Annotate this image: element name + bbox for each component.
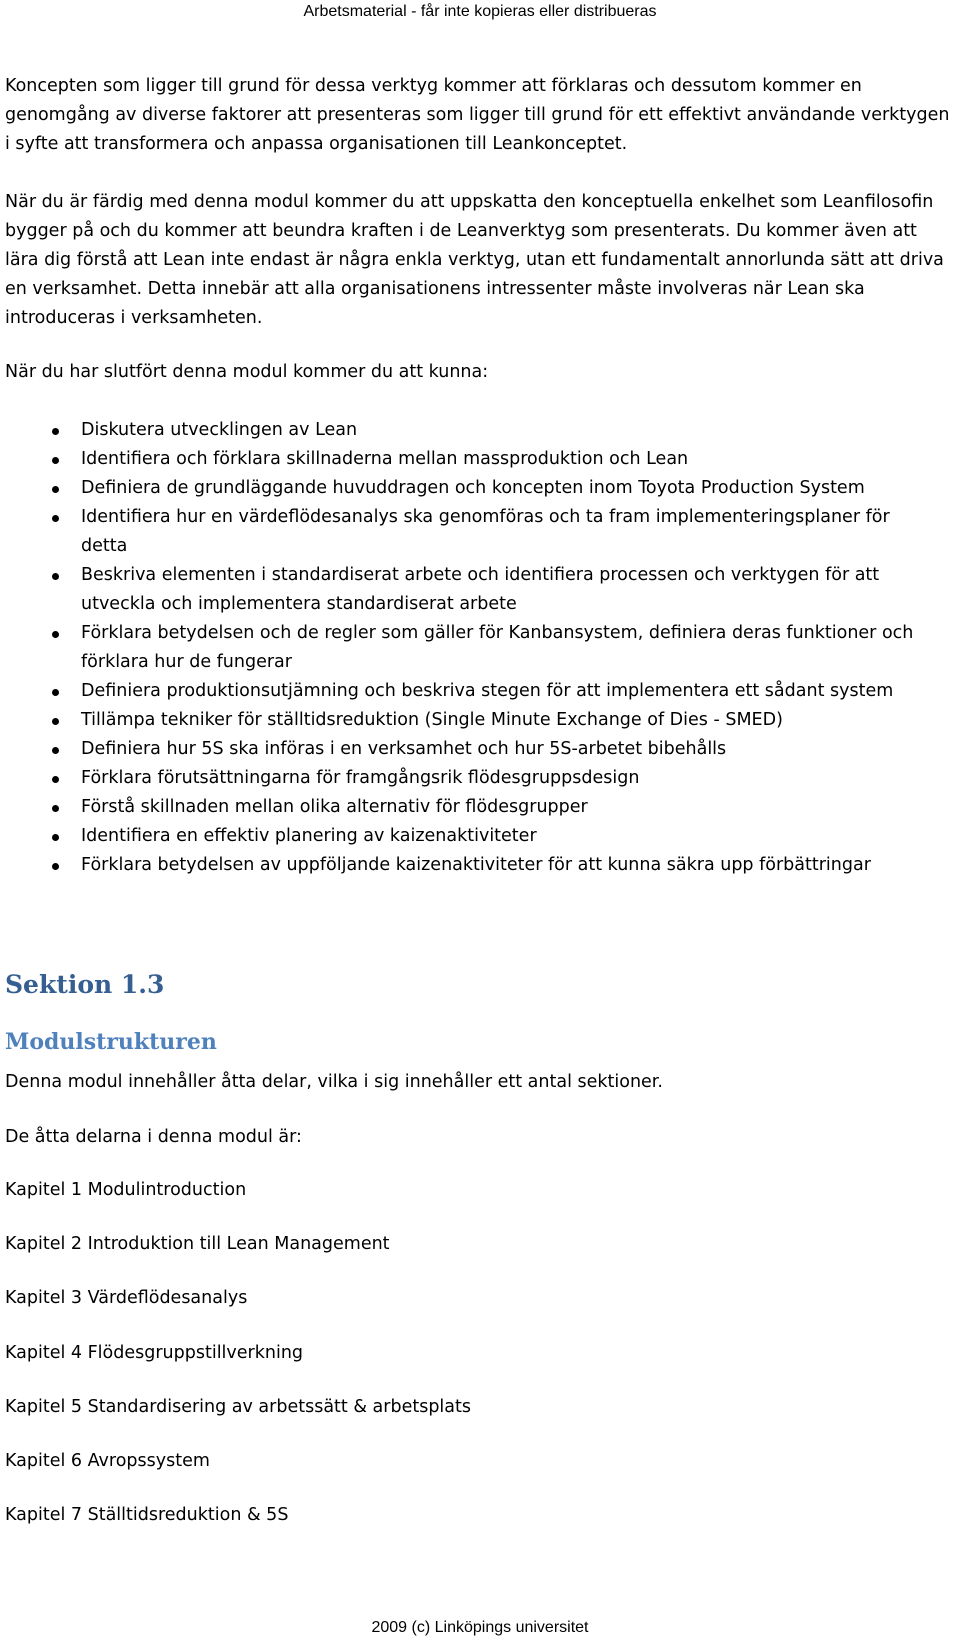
list-item: Beskriva elementen i standardiserat arbete och identifiera processen och verktygen för att utveckla och implementera standardiserat arbete (0, 561, 960, 619)
chapter-item: Kapitel 5 Standardisering av arbetssätt & arbetsplats (5, 1396, 471, 1417)
chapter-item: Kapitel 7 Ställtidsreduktion & 5S (5, 1505, 289, 1526)
section-intro: Denna modul innehåller åtta delar, vilka i sig innehåller ett antal sektioner. (5, 1072, 663, 1092)
page-header: Arbetsmaterial - får inte kopieras eller distribueras (303, 3, 657, 20)
list-item: Förklara förutsättningarna för framgångsrik flödesgruppsdesign (0, 764, 960, 793)
chapter-item: Kapitel 1 Modulintroduction (5, 1180, 247, 1200)
list-item: Definiera hur 5S ska införas i en verksamhet och hur 5S-arbetet bibehålls (0, 735, 960, 764)
chapter-item: Kapitel 2 Introduktion till Lean Management (5, 1234, 390, 1255)
paragraph-objectives-intro: När du har slutfört denna modul kommer du att kunna: (5, 362, 489, 382)
paragraph-module-outcome: När du är färdig med denna modul kommer du att uppskatta den konceptuella enkelhet som Leanfilosofin bygger på och du kommer att beundra kraften i de Leanverktyg som presenterats. Du kommer även att lära dig förstå att Lean inte endast är några enkla verktyg, utan ett fundamentalt annorlunda sätt att driva en verksamhet. Detta innebär att alla organisationens intressenter måste involveras när Lean ska introduceras i verksamheten. (5, 192, 944, 328)
list-item: Tillämpa tekniker för ställtidsreduktion (Single Minute Exchange of Dies - SMED) (0, 706, 960, 735)
chapter-item: Kapitel 4 Flödesgruppstillverkning (5, 1342, 304, 1363)
chapter-item: Kapitel 3 Värdeflödesanalys (5, 1288, 248, 1309)
objectives-list (0, 416, 960, 880)
section-heading: Sektion 1.3 (5, 970, 165, 999)
paragraph-concepts: Koncepten som ligger till grund för dessa verktyg kommer att förklaras och dessutom kommer en genomgång av diverse faktorer att presenteras som ligger till grund för ett effektivt användande verktygen i syfte att transformera och anpassa organisationen till Leankonceptet. (5, 76, 950, 154)
list-item: Förklara betydelsen och de regler som gäller för Kanbansystem, definiera deras funktioner och förklara hur de fungerar (0, 619, 960, 677)
list-item: Definiera produktionsutjämning och beskriva stegen för att implementera ett sådant system (0, 677, 960, 706)
chapters-intro: De åtta delarna i denna modul är: (5, 1127, 302, 1147)
list-item: Identifiera hur en värdeflödesanalys ska genomföras och ta fram implementeringsplaner för detta (0, 503, 960, 561)
list-item: Förstå skillnaden mellan olika alternativ för flödesgrupper (0, 793, 960, 822)
chapter-list (5, 1176, 955, 1555)
section-subheading: Modulstrukturen (5, 1029, 217, 1055)
list-item: Identifiera och förklara skillnaderna mellan massproduktion och Lean (0, 445, 960, 474)
chapter-item: Kapitel 6 Avropssystem (5, 1450, 210, 1471)
page-footer: 2009 (c) Linköpings universitet (371, 1619, 589, 1636)
list-item: Förklara betydelsen av uppföljande kaizenaktiviteter för att kunna säkra upp förbättringar (0, 851, 960, 880)
list-item: Definiera de grundläggande huvuddragen och koncepten inom Toyota Production System (0, 474, 960, 503)
list-item: Identifiera en effektiv planering av kaizenaktiviteter (0, 822, 960, 851)
list-item: Diskutera utvecklingen av Lean (0, 416, 960, 445)
